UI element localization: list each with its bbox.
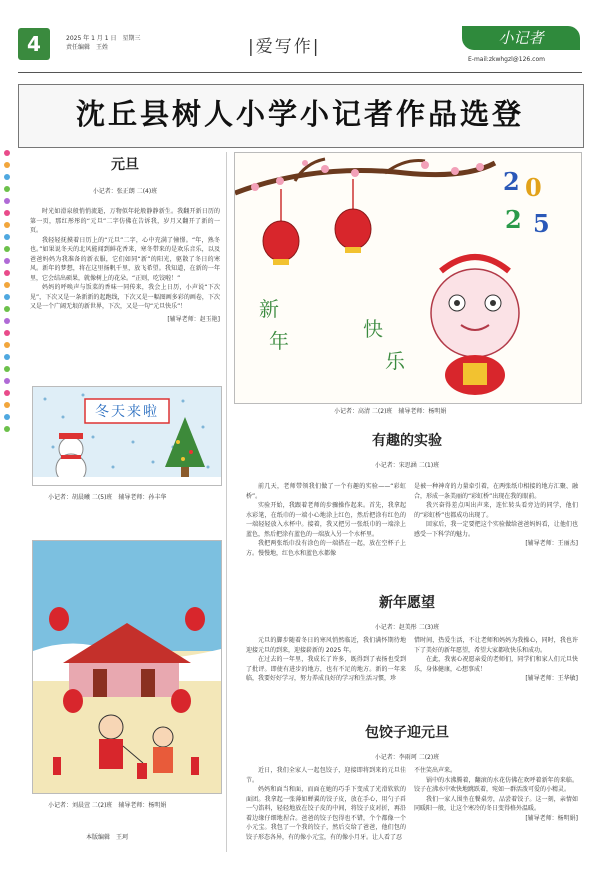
issue-date [66,34,140,52]
dot [4,150,10,156]
email-address: E-mail:zkwhgzl@126.com [468,56,545,63]
dumplings-col1 [246,766,406,842]
year-digit: 2 [505,205,522,234]
year-digit: 5 [533,209,550,238]
headline: 沈丘县树人小学小记者作品选登 [75,97,524,131]
festival-drawing-art [33,541,221,793]
paragraph: 我轻轻抚摸着日历上的“元旦”二字，心中充满了憧憬。“年，熟冬也。”如果说冬天的北风能闻到鲜花香来，寒冬带来的是欢乐音乐，以及爸爸妈妈为我准备的新衣服，它们如同“新”的阳光，驱散了冬日的寒风。新年的梦想，将在这里扬帆千里，放飞希望。我知道，在新的一年里，它会结出硕果，就像树上的花朵。“正则，吃饺啦！” [30,236,220,282]
article-yuandan [30,154,220,323]
article-byline: 小记者：张正朗 二(4)班 [92,188,158,195]
experiment-col1 [246,482,406,558]
dot [4,378,10,384]
page-number: 4 [18,28,50,60]
header-divider [18,72,582,73]
dot [4,402,10,408]
dot [4,282,10,288]
article-editor: [辅导老师：赵玉艳] [167,315,220,323]
festival-caption: 小记者：刘晨萱 二(2)班 辅导老师：杨明娟 [48,802,167,809]
logo: 小记者 [462,26,580,50]
dot [4,186,10,192]
paragraph: 实验开始，我跟着老师的步骤操作起来。首先，我拿起水彩笔，在纸巾的一端小心地涂上红色，然后把涂有红色的一端轻轻放入水杯中。接着，我又把另一张纸巾的一端涂上蓝色，然后把涂有蓝色的一端放入另一个水杯里。 [246,502,406,538]
dot [4,390,10,396]
dot [4,426,10,432]
banner-char: 冬 [95,404,111,420]
article-editor: [辅导老师：杨明娟] [525,814,578,822]
winter-drawing [32,386,222,486]
paragraph: 元旦的脚步随着冬日的寒风悄然临近，我们满怀期待地迎接元旦的到来，迎接崭新的 2025 年。 [246,637,406,654]
greeting-char: 年 [269,329,289,353]
paragraph: 惜时间，热爱生活，不让老师和妈妈为我操心，同时，我也许下了美好的新年愿望，希望大家都收快乐和成功。 [414,637,578,654]
paragraph: 在此，我衷心祝愿亲爱的老师们，同学们和家人们元旦快乐，身体健康，心想事成！ [414,656,578,673]
paragraph: 时光如滑泉般悄悄流逝，万物似年轮般静静新生。我翻开新日历的第一页，那红彤彤的“元旦”二字仿佛在告诉我，岁月又翻开了新的一页。 [30,208,220,234]
paragraph: 回家后，我一定要把这个实验做给爸爸妈妈看，让他们也感受一下科学的魅力。 [414,521,578,538]
editor-line: 责任编辑 王姓 [66,44,109,51]
paragraph: 前几天，老师带领我们做了一个有趣的实验——“彩虹桥”。 [246,483,406,500]
paragraph: 我把两张纸巾没有涂色的一端搭在一起，放在空杯子上方。慢慢地，红色水和蓝色水都像 [246,540,406,557]
banner-char: 来 [127,404,143,420]
greeting-char: 乐 [385,349,405,373]
banner-char: 啦 [143,404,159,420]
dot [4,366,10,372]
year-digit: 0 [525,173,542,202]
article-editor: [辅导老师：王华敏] [525,675,578,682]
wish-col2 [414,636,578,684]
dot [4,162,10,168]
article-body [30,207,220,312]
paragraph: 妈妈和面当和面，而面在她的巧手下变成了光滑软软的面团。我拿起一张薄如蝉翼的饺子皮，放在手心，用勺子舀一勺馅料，轻轻地放在饺子皮的中间，将饺子皮对折，再沿着边缘仔细地捏合。爸爸的饺子包得也不错，个个都像一个小元宝。我包了一个我的饺子，然后交给了爸爸，他们包的饺子形态各异，有的像小元宝，有的像小月牙。让人看了忍 [246,786,406,841]
paragraph: 锅中的水沸腾着，翻滚的水花仿佛在欢呼着新年的来临。饺子在沸水中欢快地跳跃着，宛如一群活泼可爱的小精灵。 [414,776,578,793]
paragraph: 近日，我们全家人一起包饺子，迎接即将到来的元旦佳节。 [246,767,406,784]
wish-col1 [246,636,406,684]
dot [4,330,10,336]
dot [4,234,10,240]
winter-banner [85,401,169,421]
dot [4,174,10,180]
paragraph: 我们一家人围坐在餐桌旁，品尝着饺子。这一刻，亲情如同暖阳一般，让这个寒冷的冬日变得格外温暖。 [414,795,578,812]
column-divider [226,152,227,852]
dot [4,270,10,276]
decorative-dots [4,150,14,438]
date-text: 2025 年 1 月 1 日 星期三 [66,35,141,42]
dot [4,222,10,228]
winter-caption: 小记者：胡晨曦 二(5)班 辅导老师：孙丰华 [48,494,167,501]
paragraph: 在过去的一年里，我成长了许多，既得到了表扬也受到了批评。即使有进步的地方，也有不足的地方。新的一年来临，我要好好学习，努力养成良好的学习和生活习惯，珍 [246,656,406,682]
festival-drawing [32,540,222,794]
dot [4,354,10,360]
dot [4,414,10,420]
dot [4,258,10,264]
dot [4,210,10,216]
dot [4,318,10,324]
dot [4,306,10,312]
article-dumplings [234,722,580,761]
dot [4,198,10,204]
dot [4,294,10,300]
greeting-char: 新 [259,297,279,321]
article-title: 有趣的实验 [372,433,442,449]
paragraph: 我兴奋得差点叫出声来，连忙转头看旁边的同学，他们的“彩虹桥”也都成功出现了。 [414,502,578,519]
newyear-drawing [234,152,582,404]
article-experiment [234,430,580,469]
article-byline: 小记者：宋思涵 二(1)班 [374,462,440,469]
article-byline: 小记者：赵美彤 二(3)班 [374,624,440,631]
greeting-char: 快 [363,317,383,341]
banner-char: 天 [111,404,127,420]
article-title: 包饺子迎元旦 [365,725,449,741]
dot [4,246,10,252]
dumplings-col2 [414,766,578,823]
dot [4,342,10,348]
article-wish [234,592,580,631]
paragraph: 是被一种神奇的力量牵引着，在两张纸巾相接的地方汇聚、融合，形成一条美丽的“彩虹桥”出现在我的眼前。 [414,483,578,500]
newyear-caption: 小记者：高清 二(2)班 辅导老师：杨明娟 [334,408,447,415]
year-digit: 2 [503,167,520,196]
experiment-col2 [414,482,578,549]
layout-editor: 本版编辑 王珂 [86,834,129,841]
section-title: |爱写作| [248,37,321,57]
article-title: 元旦 [111,157,139,173]
article-editor: [辅导老师：王丽杰] [525,540,578,547]
paragraph: 妈妈的呼唤声与饭菜的香味一同传来，我会上日历，小声说“下次见”，下次又是一条新新的起跑线，下次又是一幅图画多彩的画卷，下次又是一个广阔无垠的新世界，下次，又是一句“元旦快乐”！ [30,284,220,310]
paragraph: 不住笑出声来。 [414,767,457,774]
article-title: 新年愿望 [379,595,435,611]
article-byline: 小记者：李雨珂 二(2)班 [374,754,440,761]
